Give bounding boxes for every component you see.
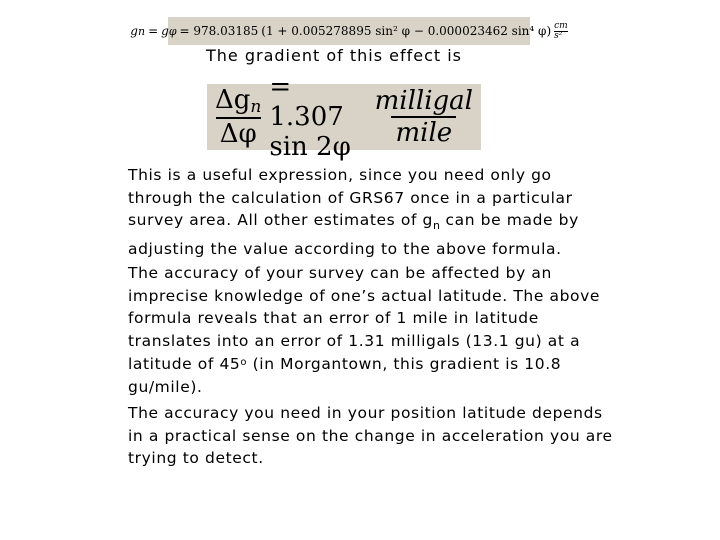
p3-line1: The accuracy you need in your position latitude depends — [128, 404, 603, 422]
gradient-formula-image — [207, 72, 481, 162]
paragraph-precision — [128, 402, 613, 470]
p3-line2: in a practical sense on the change in acceleration you are — [128, 426, 613, 445]
paragraph-accuracy — [128, 262, 608, 398]
grs67-formula-image — [130, 17, 568, 45]
p2-line1: The accuracy of your survey can be affected by an — [128, 264, 552, 282]
formula1-constant: = 978.03185 — [179, 24, 259, 38]
formula1-body: (1 + 0.005278895 sin² φ − 0.000023462 sin⁴ φ) — [261, 24, 552, 38]
p2-line3: formula reveals that an error of 1 mile in latitude — [128, 309, 539, 327]
p1-line3-a: survey area. All other estimates of g — [128, 211, 433, 229]
gradient-unit — [371, 86, 477, 148]
p2-line6: gu/mile). — [128, 377, 203, 396]
p1-line1: This is a useful expression, since you need only go — [128, 166, 552, 184]
gradient-num: Δg — [215, 85, 251, 115]
paragraph-usefulness — [128, 164, 608, 260]
p2-line5-sup: o — [240, 357, 248, 368]
subtitle: The gradient of this effect is — [206, 46, 463, 65]
formula1-lhs-sub: n — [137, 24, 146, 38]
p1-line3 — [128, 209, 608, 238]
formula1-g-sub: φ — [168, 24, 177, 38]
formula1-g: g — [161, 24, 169, 38]
p2-line2: imprecise knowledge of one’s actual latitude. The above — [128, 286, 601, 305]
p1-line3-b: can be made by — [439, 211, 579, 229]
gradient-unit-den: mile — [391, 116, 456, 148]
p2-line5 — [128, 352, 608, 376]
formula1-lhs: g — [130, 24, 138, 38]
gradient-num-sub: n — [250, 97, 262, 117]
p1-line2: through the calculation of GRS67 once in a particular — [128, 188, 573, 207]
p1-line3-sub: n — [432, 219, 440, 232]
p1-line4: adjusting the value according to the above formula. — [128, 239, 562, 258]
formula1-unit-den: s² — [554, 31, 568, 41]
p2-line5-a: latitude of 45 — [128, 355, 241, 373]
gradient-mid: = 1.307 sin 2φ — [269, 72, 351, 162]
formula1-unit — [554, 22, 568, 41]
formula1-eq1: = — [148, 24, 159, 38]
p3-line3: trying to detect. — [128, 449, 264, 467]
p2-line4: translates into an error of 1.31 milligals (13.1 gu) at a — [128, 331, 581, 350]
gradient-unit-num: milligal — [374, 86, 473, 116]
formula1-unit-num: cm — [554, 20, 568, 31]
gradient-den: Δφ — [216, 117, 261, 149]
gradient-fraction — [211, 85, 265, 149]
p2-line5-b: (in Morgantown, this gradient is 10.8 — [247, 355, 562, 373]
